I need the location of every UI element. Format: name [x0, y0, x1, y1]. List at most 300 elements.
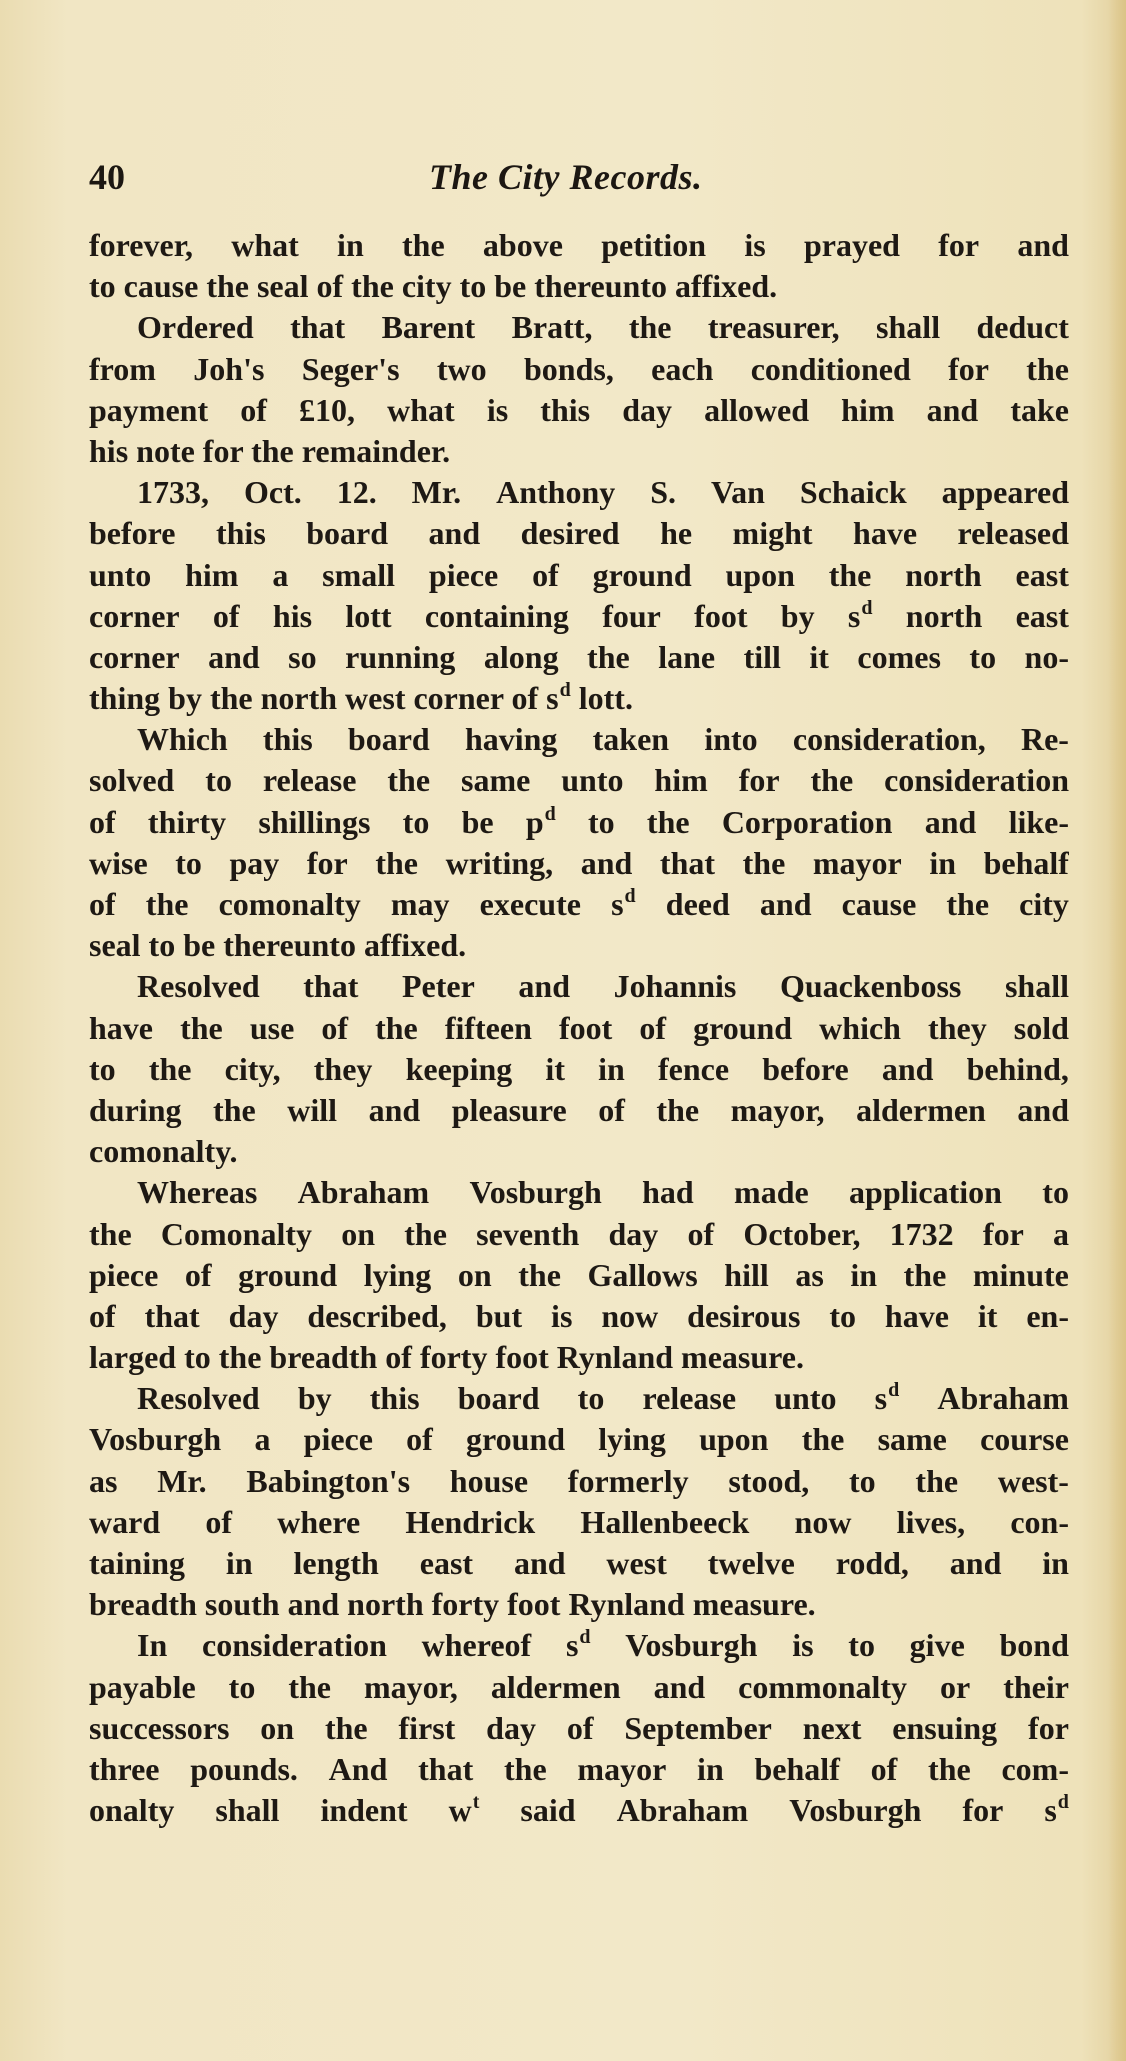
word: mayor, [730, 1091, 825, 1128]
word: Quackenboss [779, 968, 962, 1005]
word: their [1003, 1668, 1069, 1705]
word: the [89, 1215, 132, 1252]
word: this [369, 1380, 420, 1417]
word: mayor [577, 1750, 667, 1787]
word: of [321, 1009, 348, 1046]
word: before [89, 515, 176, 552]
word: and [208, 638, 260, 675]
word: three [89, 1750, 160, 1787]
word: Mr. [411, 474, 462, 511]
word: ground [466, 1421, 566, 1458]
word: which [819, 1009, 901, 1046]
word: Gallows [587, 1256, 698, 1293]
word: next [802, 1709, 862, 1746]
word: length [293, 1545, 379, 1581]
word: in [598, 1050, 625, 1087]
text-line: to cause the seal of the city to be thereunto affixed. [89, 268, 778, 305]
word: Abraham [616, 1792, 749, 1829]
word: east [419, 1545, 474, 1581]
word: September [624, 1709, 772, 1746]
word: containing [424, 597, 569, 634]
word: the [504, 1750, 547, 1787]
word: as [795, 1256, 824, 1293]
word: the [587, 638, 630, 675]
word: $s^d$ [847, 596, 873, 634]
word: S. [650, 474, 677, 511]
text-line [89, 555, 1069, 596]
word: that [659, 844, 716, 881]
text-line [89, 1461, 1069, 1502]
word: shall [876, 309, 941, 346]
word: to [89, 1050, 116, 1087]
word: the [656, 1091, 700, 1128]
text-line [89, 1378, 1069, 1419]
page-header [89, 150, 1049, 210]
word: to [175, 844, 202, 881]
word: indent [320, 1792, 408, 1829]
page-edge-shadow [1108, 0, 1126, 2061]
word: com- [1001, 1750, 1069, 1787]
word: 1732 [889, 1215, 954, 1252]
word: have [884, 1297, 949, 1334]
word: the [742, 844, 786, 881]
text-line [89, 390, 1069, 431]
word: mayor, [363, 1668, 458, 1705]
word: is [792, 1627, 814, 1664]
word: for [306, 844, 348, 881]
word: $s^d$ [611, 885, 636, 922]
word: the [375, 844, 418, 881]
word: Resolved [137, 1380, 260, 1417]
word: and [518, 968, 570, 1005]
word: $w^t$ [448, 1791, 480, 1829]
word: lives, [896, 1503, 966, 1540]
word: have [89, 1009, 153, 1046]
word: ground [238, 1256, 338, 1293]
word: him [654, 762, 708, 799]
word: £10, [299, 391, 356, 428]
word: and [759, 886, 812, 922]
word: solved [89, 762, 175, 799]
word: a [1053, 1215, 1069, 1252]
body-text [89, 225, 1069, 1831]
word: upon [725, 556, 795, 593]
word: but [475, 1297, 523, 1334]
word: will [287, 1091, 338, 1128]
word: now [601, 1297, 659, 1334]
text-line: breadth south and north forty foot Rynland measure. [89, 1586, 816, 1623]
word: onalty [89, 1792, 175, 1829]
text-line [89, 596, 1069, 637]
word: Vosburgh [789, 1792, 922, 1829]
text-line [89, 1667, 1069, 1708]
word: the [288, 1668, 331, 1705]
word: to [1042, 1174, 1069, 1211]
word: release [642, 1380, 737, 1417]
word: they [313, 1050, 373, 1087]
word: north [905, 556, 982, 593]
word: they [928, 1009, 987, 1046]
text-line [89, 1625, 1069, 1666]
word: in [1042, 1545, 1069, 1581]
word: on [457, 1256, 492, 1293]
word: to [848, 1627, 875, 1664]
word: might [732, 515, 813, 552]
word: from [89, 350, 156, 387]
word: running [345, 638, 456, 675]
word: released [957, 515, 1069, 552]
text-line [89, 1543, 1069, 1584]
word: unto [561, 762, 624, 799]
word: taken [592, 721, 670, 758]
word: and [881, 1050, 934, 1087]
word: of [566, 1709, 594, 1746]
word: successors [89, 1709, 230, 1746]
word: the [213, 1091, 256, 1128]
word: of [212, 597, 240, 634]
word: by [780, 597, 815, 634]
text-line [89, 884, 1069, 925]
word: piece [89, 1256, 159, 1293]
word: it [977, 1297, 998, 1334]
word: into [704, 721, 758, 758]
word: unto [89, 556, 152, 593]
word: west- [997, 1462, 1069, 1499]
word: the [915, 1462, 959, 1499]
word: his [272, 597, 313, 634]
word: And [328, 1750, 388, 1787]
word: Babington's [246, 1462, 411, 1499]
text-line [89, 843, 1069, 884]
word: till [743, 638, 781, 675]
text-line [89, 637, 1069, 678]
word: this [262, 721, 313, 758]
word: house [449, 1462, 529, 1499]
word: Anthony [496, 474, 616, 511]
word: that [418, 1750, 474, 1787]
word: aldermen [490, 1668, 621, 1705]
word: of [532, 556, 559, 593]
word: $s^d$ [565, 1626, 591, 1664]
word: appeared [941, 474, 1069, 511]
word: have [853, 515, 918, 552]
word: commonalty [738, 1668, 908, 1705]
word: behind, [966, 1050, 1069, 1087]
word: foot [694, 597, 748, 634]
word: is [486, 391, 509, 428]
word: is [551, 1297, 573, 1334]
word: the [518, 1256, 561, 1293]
word: take [1010, 391, 1069, 428]
word: board [306, 515, 389, 552]
word: he [660, 515, 693, 552]
word: board [347, 721, 430, 758]
word: execute [479, 886, 581, 922]
word: twelve [707, 1545, 795, 1581]
word: of [205, 1503, 232, 1540]
word: like- [1008, 803, 1069, 840]
word: each [651, 350, 714, 387]
word: Comonalty [160, 1215, 312, 1252]
word: treasurer, [707, 309, 840, 346]
word: it [809, 638, 829, 675]
text-line [89, 307, 1069, 348]
word: shall [215, 1792, 280, 1829]
word: same [877, 1421, 947, 1458]
word: day [486, 1709, 536, 1746]
word: and [1017, 1091, 1069, 1128]
text-line [89, 966, 1069, 1007]
word: and [949, 1545, 1002, 1581]
word: the [646, 803, 690, 840]
word: bonds, [523, 350, 614, 387]
word: so [288, 638, 317, 675]
word: consideration [884, 762, 1069, 799]
word: hill [724, 1256, 769, 1293]
text-line [89, 1790, 1069, 1831]
word: application [849, 1174, 1002, 1211]
word: had [642, 1174, 694, 1211]
word: four [602, 597, 661, 634]
word: rodd, [835, 1545, 909, 1581]
word: consideration, [792, 721, 986, 758]
word: of [184, 1256, 212, 1293]
word: where [277, 1503, 361, 1540]
word: for [738, 762, 780, 799]
word: it [545, 1050, 565, 1087]
word: Joh's [193, 350, 265, 387]
word: pay [229, 844, 280, 881]
word: $s^d$ [874, 1379, 900, 1417]
text-line [89, 1708, 1069, 1749]
word: desired [520, 515, 620, 552]
word: day [608, 1215, 659, 1252]
word: the [324, 1709, 368, 1746]
word: same [460, 762, 531, 799]
text-line [89, 719, 1069, 760]
word: Abraham [297, 1174, 430, 1211]
text-line [89, 225, 1069, 266]
text-line [89, 1749, 1069, 1790]
word: en- [1026, 1297, 1069, 1334]
word: is [744, 227, 766, 263]
word: Seger's [301, 350, 400, 387]
word: the [828, 556, 872, 593]
word: and [368, 1091, 421, 1128]
text-line [89, 1255, 1069, 1296]
word: the [801, 1421, 845, 1458]
word: and [926, 391, 979, 428]
word: piece [428, 556, 499, 593]
word: Mr. [157, 1462, 207, 1499]
word: consideration [201, 1627, 387, 1664]
text-line [89, 1214, 1069, 1255]
word: of [687, 1215, 715, 1252]
word: day [622, 391, 673, 428]
word: sold [1013, 1009, 1069, 1046]
text-line [89, 1090, 1069, 1131]
word: stood, [728, 1462, 810, 1499]
word: and [1017, 227, 1069, 263]
word: give [909, 1627, 965, 1664]
word: a [272, 556, 289, 593]
word: to [849, 1462, 876, 1499]
word: of [639, 1009, 666, 1046]
word: be [461, 803, 494, 840]
word: desirous [687, 1297, 801, 1334]
word: of [240, 391, 267, 428]
word: shall [1004, 968, 1069, 1005]
word: of [89, 1297, 116, 1334]
word: piece [303, 1421, 373, 1458]
word: mayor [812, 844, 902, 881]
word: whereof [421, 1627, 532, 1664]
text-line [89, 1172, 1069, 1213]
word: seventh [476, 1215, 580, 1252]
word: forever, [89, 227, 193, 263]
word: payable [89, 1668, 196, 1705]
word: him [841, 391, 895, 428]
word: the [810, 762, 854, 799]
word: lane [658, 638, 716, 675]
word: Vosburgh [469, 1174, 602, 1211]
word: Peter [401, 968, 475, 1005]
word: Abraham [937, 1380, 1069, 1417]
word: and [653, 1668, 706, 1705]
word: comonalty [218, 886, 361, 922]
word: described, [307, 1297, 447, 1334]
word: behalf [983, 844, 1069, 881]
word: west [606, 1545, 667, 1581]
word: in [337, 227, 364, 263]
word: minute [972, 1256, 1069, 1293]
word: behalf [754, 1750, 840, 1787]
word: that [144, 1297, 200, 1334]
word: and [513, 1545, 566, 1581]
word: Resolved [137, 968, 260, 1005]
word: Vosburgh [625, 1627, 758, 1664]
word: ensuing [892, 1709, 998, 1746]
word: as [89, 1462, 118, 1499]
word: to [577, 1380, 605, 1417]
text-line [89, 1008, 1069, 1049]
word: pleasure [451, 1091, 567, 1128]
word: the [145, 886, 189, 922]
word: this [540, 391, 591, 428]
word: Johannis [613, 968, 737, 1005]
word: a [254, 1421, 271, 1458]
word: or [940, 1668, 971, 1705]
text-line [89, 472, 1069, 513]
word: this [215, 515, 266, 552]
word: $s^d$ [1044, 1791, 1069, 1829]
word: $p^d$ [525, 802, 556, 840]
word: for [982, 1215, 1024, 1252]
text-line [89, 802, 1069, 843]
word: unto [774, 1380, 837, 1417]
word: east [1015, 597, 1069, 634]
word: fifteen [444, 1009, 532, 1046]
word: by [297, 1380, 332, 1417]
text-line [89, 1296, 1069, 1337]
word: lott [345, 597, 392, 634]
word: Oct. [243, 474, 302, 511]
word: and [580, 844, 633, 881]
word: Hendrick [405, 1503, 536, 1540]
word: shillings [258, 803, 371, 840]
word: of [89, 886, 116, 922]
word: in [850, 1256, 878, 1293]
word: the [928, 1750, 971, 1787]
word: to [228, 1668, 256, 1705]
word: 1733, [137, 474, 209, 511]
word: thirty [147, 803, 227, 840]
word: release [262, 762, 357, 799]
word: conditioned [750, 350, 911, 387]
word: may [390, 886, 450, 922]
page-number: 40 [89, 157, 125, 197]
word: fence [657, 1050, 730, 1087]
word: of [598, 1091, 625, 1128]
word: writing, [445, 844, 554, 881]
word: In [137, 1627, 168, 1664]
word: Whereas [137, 1174, 258, 1211]
word: in [697, 1750, 724, 1787]
word: the [148, 1050, 192, 1087]
word: to [402, 803, 430, 840]
word: Bratt, [511, 309, 593, 346]
word: course [980, 1421, 1069, 1458]
word: formerly [567, 1462, 689, 1499]
word: and [924, 803, 977, 840]
word: for [948, 350, 989, 387]
text-line: seal to be thereunto affixed. [89, 927, 467, 964]
word: payment [89, 391, 209, 428]
word: the [404, 1215, 447, 1252]
word: to [969, 638, 997, 675]
word: that [290, 309, 346, 346]
word: what [387, 391, 455, 428]
word: the [1026, 350, 1069, 387]
word: Van [710, 474, 765, 511]
word: use [249, 1009, 295, 1046]
text-line: larged to the breadth of forty foot Rynland measure. [89, 1339, 804, 1376]
word: of [406, 1421, 433, 1458]
text-line [89, 349, 1069, 390]
text-line: his note for the remainder. [89, 432, 451, 469]
word: the [375, 1009, 418, 1046]
word: two [436, 350, 487, 387]
word: allowed [704, 391, 810, 428]
word: corner [89, 638, 180, 675]
word: the [628, 309, 672, 346]
word: on [260, 1709, 295, 1746]
word: now [794, 1503, 852, 1540]
word: Re- [1020, 721, 1069, 758]
word: bond [999, 1627, 1069, 1664]
word: and [428, 515, 481, 552]
word: the [946, 886, 990, 922]
word: Vosburgh [89, 1421, 222, 1458]
word: ground [693, 1009, 793, 1046]
text-line [89, 1502, 1069, 1543]
word: upon [699, 1421, 769, 1458]
word: ward [89, 1503, 161, 1540]
word: city, [224, 1050, 281, 1087]
word: of [870, 1750, 898, 1787]
text-line: comonalty. [89, 1133, 238, 1170]
word: in [225, 1545, 253, 1581]
